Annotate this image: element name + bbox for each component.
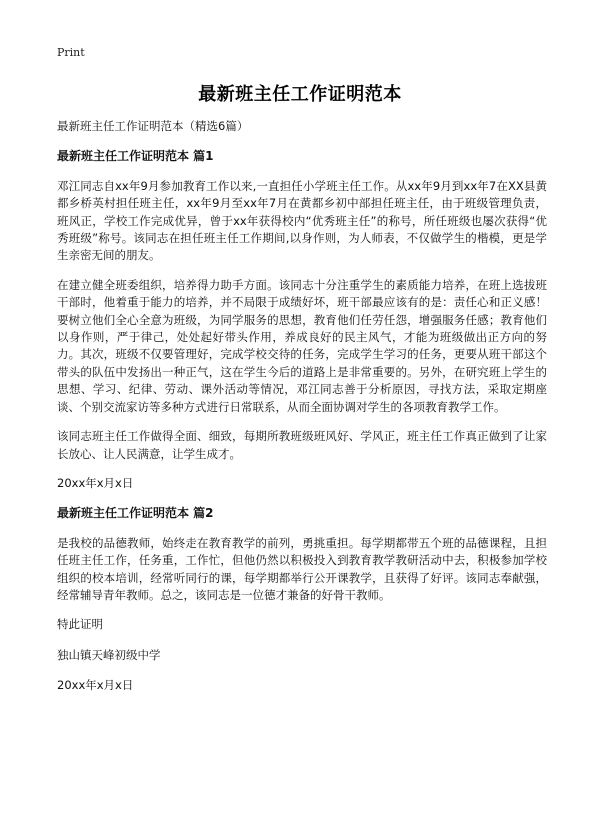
- print-label: Print: [57, 46, 85, 59]
- paragraph: 在建立健全班委组织，培养得力助手方面。该同志十分注重学生的素质能力培养，在班上选拔班干部时，他着重于能力的培养，并不局限于成绩好坏，班干部最应该有的是：责任心和正义感！要树立他们全心全意为班级，为同学服务的思想，教育他们任劳任怨，增强服务任感；教育他们以身作则，严于律己，处处起好带头作用，养成良好的民主风气，才能为班级做出正方向的努力。其次，班级不仅要管理好，完成学校交待的任务，完成学生学习的任务，更要从班干部这个带头的队伍中发扬出一种正气，这在学生今后的道路上是非常重要的。另外，在研究班上学生的思想、学习、纪律、劳动、课外活动等情况，邓江同志善于分析原因，寻找方法，采取定期座谈、个别交流家访等多种方式进行日常联系，从而全面协调对学生的各项教育教学工作。: [57, 277, 547, 414]
- section-1: [57, 148, 547, 492]
- document-subtitle: 最新班主任工作证明范本（精选6篇）: [57, 119, 249, 133]
- section-heading: 最新班主任工作证明范本 篇1: [57, 149, 214, 164]
- closing-statement: 特此证明: [57, 617, 103, 632]
- document-body: [57, 118, 547, 708]
- section-2: [57, 505, 547, 694]
- paragraph: 邓江同志自xx年9月参加教育工作以来,一直担任小学班主任工作。从xx年9月到xx年7在XX县黄都乡桥英村担任班主任，xx年9月至xx年7月在黄都乡初中部担任班主任，由于班级管理负责，班风正，学校工作完成优异，曾于xx年获得校内“优秀班主任”的称号，所任班级也屡次获得“优秀班级”称号。该同志在担任班主任工作期间,以身作则，为人师表，不仅做学生的楷模，更是学生亲密无间的朋友。: [57, 178, 547, 263]
- section-date: 20xx年x月x日: [57, 678, 134, 693]
- section-heading: 最新班主任工作证明范本 篇2: [57, 506, 214, 521]
- paragraph: 是我校的品德教师，始终走在教育教学的前列，勇挑重担。每学期都带五个班的品德课程，且担任班主任工作，任务重，工作忙，但他仍然以积极投入到教育教学教研活动中去，积极参加学校组织的校本培训，经常听同行的课，每学期都举行公开课教学，且获得了好评。该同志奉献强，经常辅导青年教师。总之，该同志是一位德才兼备的好骨干教师。: [57, 535, 547, 602]
- document-title: 最新班主任工作证明范本: [198, 84, 402, 105]
- signature-organization: 独山镇天峰初级中学: [57, 647, 161, 662]
- section-date: 20xx年x月x日: [57, 475, 134, 490]
- paragraph: 该同志班主任工作做得全面、细致，每期所教班级班风好、学风正，班主任工作真正做到了让家长放心、让人民满意，让学生成才。: [57, 429, 547, 461]
